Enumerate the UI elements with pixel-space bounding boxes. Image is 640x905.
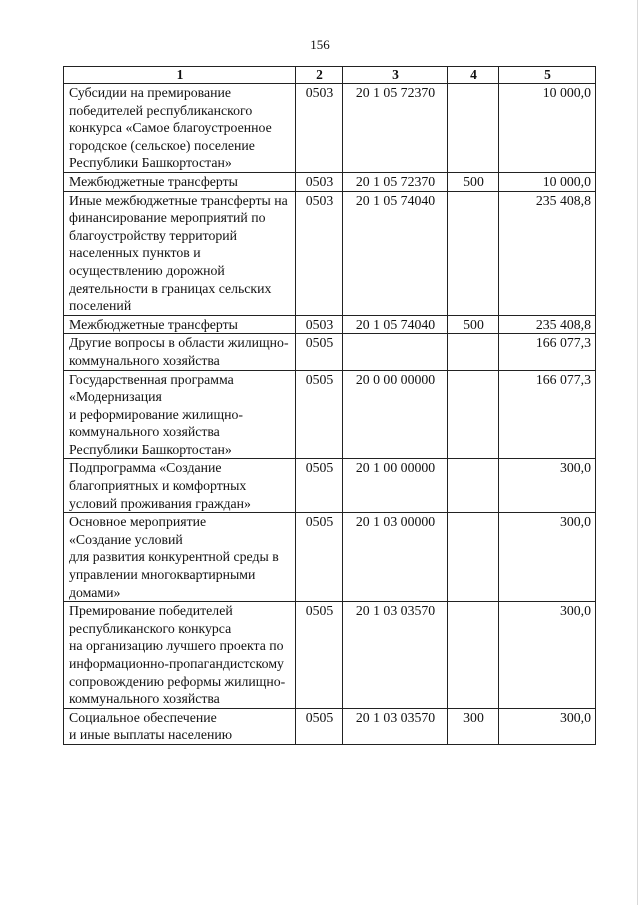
table-row	[64, 708, 596, 744]
scan-edge-line	[637, 0, 638, 905]
row-amount: 235 408,8	[499, 315, 596, 334]
row-amount: 10 000,0	[499, 84, 596, 173]
row-amount: 166 077,3	[499, 370, 596, 459]
row-target: 20 1 05 72370	[343, 84, 448, 173]
row-section: 0503	[296, 172, 343, 191]
row-expense-type	[448, 370, 499, 459]
header-col-3: 3	[343, 67, 448, 84]
header-row	[64, 67, 596, 84]
header-col-5: 5	[499, 67, 596, 84]
row-expense-type: 500	[448, 315, 499, 334]
table-row	[64, 84, 596, 173]
row-name: Другие вопросы в области жилищно-коммунального хозяйства	[64, 334, 296, 370]
row-section: 0505	[296, 602, 343, 709]
table-row	[64, 315, 596, 334]
row-expense-type	[448, 602, 499, 709]
row-target: 20 1 03 00000	[343, 513, 448, 602]
row-expense-type: 300	[448, 708, 499, 744]
row-target: 20 1 05 74040	[343, 191, 448, 315]
row-expense-type	[448, 334, 499, 370]
row-target	[343, 334, 448, 370]
table-row	[64, 459, 596, 513]
row-target: 20 0 00 00000	[343, 370, 448, 459]
row-section: 0505	[296, 708, 343, 744]
row-amount: 235 408,8	[499, 191, 596, 315]
row-name: Государственная программа «Модернизация и реформирование жилищно-коммунального хозяйства Республики Башкортостан»	[64, 370, 296, 459]
row-amount: 300,0	[499, 708, 596, 744]
table-row	[64, 602, 596, 709]
table-body	[64, 84, 596, 745]
table-row	[64, 191, 596, 315]
header-col-4: 4	[448, 67, 499, 84]
page-number: 156	[310, 37, 330, 52]
row-name: Иные межбюджетные трансферты на финансирование мероприятий по благоустройству территорий населенных пунктов и осуществлению дорожной деятельности в границах сельских поселений	[64, 191, 296, 315]
row-expense-type	[448, 191, 499, 315]
row-amount: 300,0	[499, 602, 596, 709]
row-expense-type	[448, 513, 499, 602]
row-expense-type: 500	[448, 172, 499, 191]
row-section: 0505	[296, 459, 343, 513]
row-amount: 300,0	[499, 513, 596, 602]
table-row	[64, 172, 596, 191]
row-target: 20 1 03 03570	[343, 708, 448, 744]
row-expense-type	[448, 84, 499, 173]
row-section: 0505	[296, 334, 343, 370]
row-expense-type	[448, 459, 499, 513]
row-name: Межбюджетные трансферты	[64, 315, 296, 334]
row-section: 0505	[296, 513, 343, 602]
table-row	[64, 334, 596, 370]
row-name: Основное мероприятие «Создание условий для развития конкурентной среды в управлении многоквартирными домами»	[64, 513, 296, 602]
row-target: 20 1 05 72370	[343, 172, 448, 191]
row-section: 0503	[296, 315, 343, 334]
row-target: 20 1 05 74040	[343, 315, 448, 334]
header-col-2: 2	[296, 67, 343, 84]
row-name: Премирование победителей республиканского конкурса на организацию лучшего проекта по информационно-пропагандистскому сопровождению реформы жилищно-коммунального хозяйства	[64, 602, 296, 709]
row-amount: 10 000,0	[499, 172, 596, 191]
row-name: Межбюджетные трансферты	[64, 172, 296, 191]
row-target: 20 1 00 00000	[343, 459, 448, 513]
table-row	[64, 513, 596, 602]
table-header	[64, 67, 596, 84]
row-name: Субсидии на премирование победителей республиканского конкурса «Самое благоустроенное городское (сельское) поселение Республики Башкортостан»	[64, 84, 296, 173]
budget-table	[63, 66, 596, 745]
row-section: 0503	[296, 191, 343, 315]
row-section: 0505	[296, 370, 343, 459]
row-target: 20 1 03 03570	[343, 602, 448, 709]
row-name: Социальное обеспечение и иные выплаты населению	[64, 708, 296, 744]
table-row	[64, 370, 596, 459]
row-name: Подпрограмма «Создание благоприятных и комфортных условий проживания граждан»	[64, 459, 296, 513]
row-amount: 166 077,3	[499, 334, 596, 370]
row-section: 0503	[296, 84, 343, 173]
row-amount: 300,0	[499, 459, 596, 513]
header-col-1: 1	[64, 67, 296, 84]
